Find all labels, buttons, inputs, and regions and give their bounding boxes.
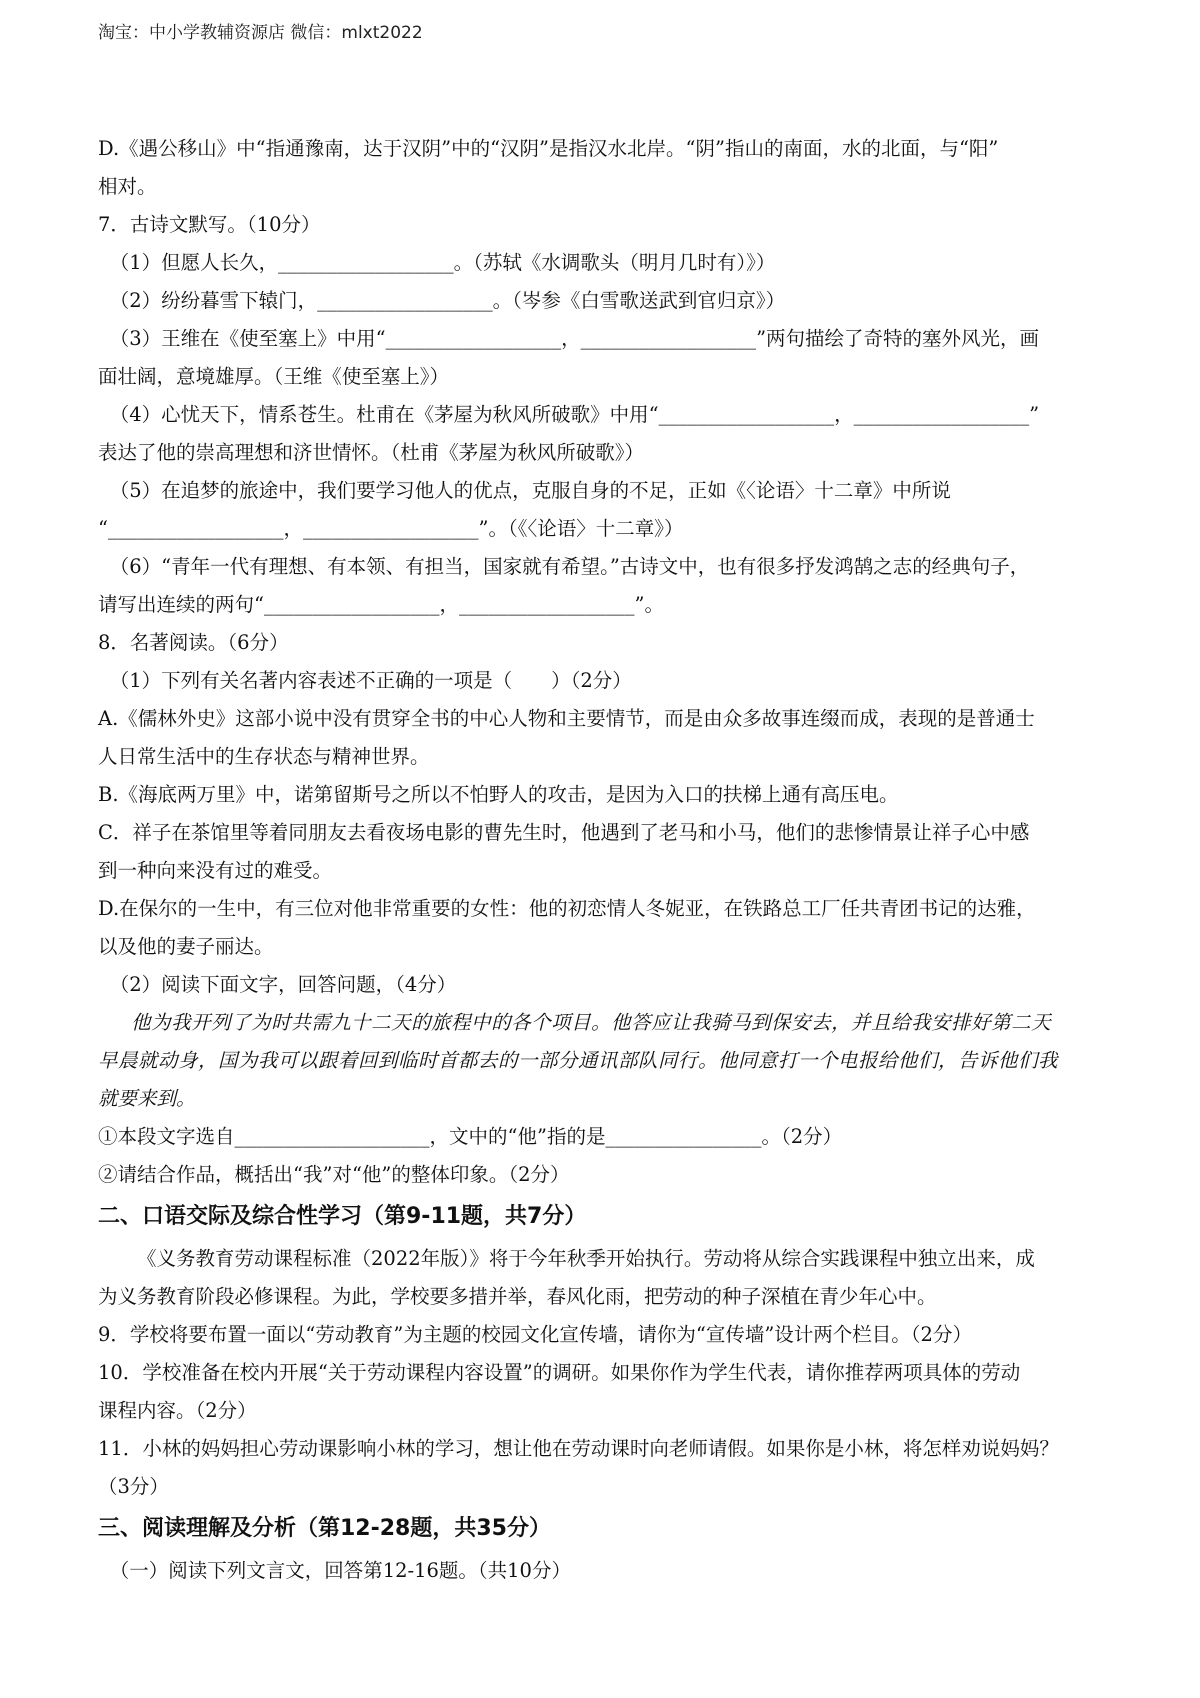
- text-line: 为义务教育阶段必修课程。为此，学校要多措并举，春风化雨，把劳动的种子深植在青少年心中。: [98, 1285, 937, 1308]
- text-line: D.《遇公移山》中“指通豫南，达于汉阴”中的“汉阴”是指汉水北岸。“阴”指山的南面，水的北面，与“阳”: [98, 137, 999, 160]
- option-a: A.《儒林外史》这部小说中没有贯穿全书的中心人物和主要情节，而是由众多故事连缀而成，表现的是普通士: [98, 707, 1035, 730]
- section-2-heading: 二、口语交际及综合性学习（第9-11题，共7分）: [98, 1204, 587, 1229]
- text-line: 到一种向来没有过的难受。: [98, 859, 333, 882]
- question-7-title: 7．古诗文默写。（10分）: [98, 213, 321, 236]
- reading-passage-line: 早晨就动身，国为我可以跟着回到临时首都去的一部分通讯部队同行。他同意打一个电报给他们，告诉他们我: [98, 1049, 1059, 1072]
- section-3-heading: 三、阅读理解及分析（第12-28题，共35分）: [98, 1516, 551, 1541]
- option-c: C．祥子在茶馆里等着同朋友去看夜场电影的曹先生时，他遇到了老马和小马，他们的悲惨情景让祥子心中感: [98, 821, 1030, 844]
- question-8-2-b: ②请结合作品，概括出“我”对“他”的整体印象。（2分）: [98, 1163, 570, 1186]
- question-7-5: （5）在追梦的旅途中，我们要学习他人的优点，克服自身的不足，正如《〈论语〉十二章》中所说: [109, 479, 951, 502]
- text-line: “__________________，__________________”。（《〈论语〉十二章》）: [98, 517, 684, 540]
- option-d: D.在保尔的一生中，有三位对他非常重要的女性：他的初恋情人冬妮亚，在铁路总工厂任共青团书记的达雅，: [98, 897, 1036, 920]
- text-line: 相对。: [98, 175, 157, 198]
- question-10: 10．学校准备在校内开展“关于劳动课程内容设置”的调研。如果你作为学生代表，请你推荐两项具体的劳动: [98, 1361, 1021, 1384]
- intro-paragraph: 《义务教育劳动课程标准（2022年版）》将于今年秋季开始执行。劳动将从综合实践课程中独立出来，成: [137, 1247, 1035, 1270]
- question-11: 11．小林的妈妈担心劳动课影响小林的学习，想让他在劳动课时向老师请假。如果你是小林，将怎样劝说妈妈？: [98, 1437, 1059, 1460]
- question-7-3: （3）王维在《使至塞上》中用“__________________，__________________”两句描绘了奇特的塞外风光，画: [109, 327, 1040, 350]
- question-9: 9．学校将要布置一面以“劳动教育”为主题的校园文化宣传墙，请你为“宣传墙”设计两个栏目。（2分）: [98, 1323, 972, 1346]
- question-8-1: （1）下列有关名著内容表述不正确的一项是（ ）（2分）: [109, 669, 632, 692]
- question-7-4: （4）心忧天下，情系苍生。杜甫在《茅屋为秋风所破歌》中用“__________________，__________________”: [109, 403, 1040, 426]
- watermark-header: 淘宝：中小学教辅资源店 微信：mlxt2022: [98, 23, 423, 43]
- question-8-title: 8．名著阅读。（6分）: [98, 631, 289, 654]
- document-body: [98, 130, 1108, 1590]
- text-line: 人日常生活中的生存状态与精神世界。: [98, 745, 430, 768]
- question-8-2-a: ①本段文字选自____________________，文中的“他”指的是________________。（2分）: [98, 1125, 843, 1148]
- question-8-2: （2）阅读下面文字，回答问题，（4分）: [109, 973, 457, 996]
- question-7-2: （2）纷纷暮雪下辕门，__________________。（岑参《白雪歌送武到官归京》）: [109, 289, 786, 312]
- text-line: 面壮阔，意境雄厚。（王维《使至塞上》）: [98, 365, 450, 388]
- text-line: 请写出连续的两句“__________________，__________________”。: [98, 593, 664, 616]
- text-line: 表达了他的崇高理想和济世情怀。（杜甫《茅屋为秋风所破歌》）: [98, 441, 645, 464]
- text-line: （3分）: [98, 1475, 169, 1498]
- reading-passage: 他为我开列了为时共需九十二天的旅程中的各个项目。他答应让我骑马到保安去，并且给我安排好第二天: [131, 1011, 1052, 1034]
- text-line: 以及他的妻子丽达。: [98, 935, 274, 958]
- question-7-6: （6）“青年一代有理想、有本领、有担当，国家就有希望。”古诗文中，也有很多抒发鸿鹄之志的经典句子，: [109, 555, 1030, 578]
- subsection-1-heading: （一）阅读下列文言文，回答第12-16题。（共10分）: [109, 1559, 571, 1582]
- option-b: B.《海底两万里》中，诺第留斯号之所以不怕野人的攻击，是因为入口的扶梯上通有高压电。: [98, 783, 899, 806]
- question-7-1: （1）但愿人长久，__________________。（苏轼《水调歌头（明月几时有）》）: [109, 251, 776, 274]
- text-line: 课程内容。（2分）: [98, 1399, 257, 1422]
- reading-passage-line: 就要来到。: [98, 1087, 196, 1110]
